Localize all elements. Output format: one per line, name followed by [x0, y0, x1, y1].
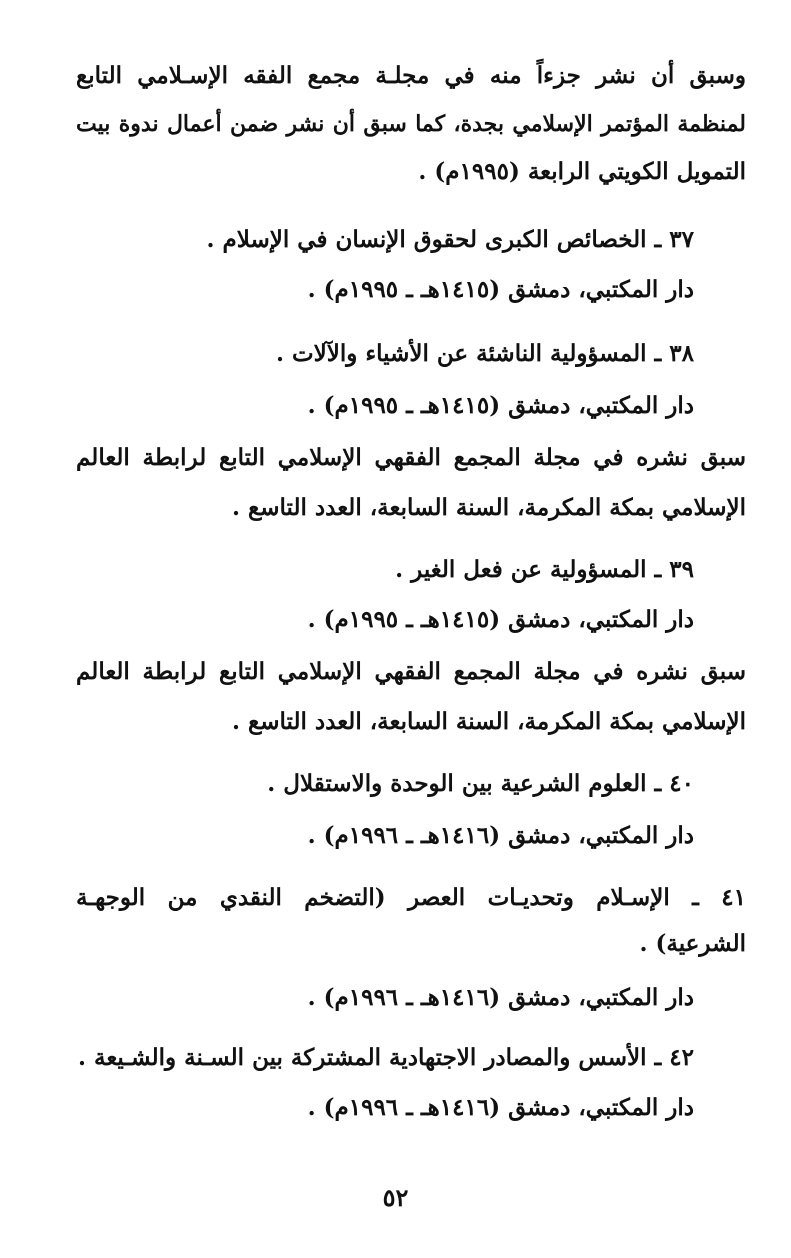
intro-line-3: التمويل الكويتي الرابعة (١٩٩٥م) . [418, 158, 746, 185]
item-41-publisher: دار المكتبي، دمشق (١٤١٦هـ ـ ١٩٩٦م) . [307, 984, 694, 1011]
item-42-publisher: دار المكتبي، دمشق (١٤١٦هـ ـ ١٩٩٦م) . [307, 1094, 694, 1121]
item-37-title: ٣٧ ـ الخصائص الكبرى لحقوق الإنسان في الإسلام . [206, 226, 694, 253]
item-38-publisher: دار المكتبي، دمشق (١٤١٥هـ ـ ١٩٩٥م) . [307, 392, 694, 419]
item-38-note-line-2: الإسلامي بمكة المكرمة، السنة السابعة، العدد التاسع . [232, 494, 746, 521]
item-39-title: ٣٩ ـ المسؤولية عن فعل الغير . [395, 556, 694, 583]
item-38-title: ٣٨ ـ المسؤولية الناشئة عن الأشياء والآلات . [275, 340, 694, 367]
item-39-note-line-1: سبق نشره في مجلة المجمع الفقهي الإسلامي التابع لرابطة العالم [76, 658, 746, 685]
item-40-title: ٤٠ ـ العلوم الشرعية بين الوحدة والاستقلال . [267, 770, 694, 797]
item-41-title: ٤١ ـ الإسـلام وتحديـات العصر (التضخم النقدي من الوجهـة [76, 884, 746, 911]
item-42-title: ٤٢ ـ الأسس والمصادر الاجتهادية المشتركة بين السـنة والشـيعة . [77, 1044, 694, 1071]
item-39-note-line-2: الإسلامي بمكة المكرمة، السنة السابعة، العدد التاسع . [232, 708, 746, 735]
intro-line-2: لمنظمة المؤتمر الإسلامي بجدة، كما سبق أن نشر ضمن أعمال ندوة بيت [76, 111, 746, 137]
page-number: ٥٢ [382, 1183, 409, 1212]
item-38-note-line-1: سبق نشره في مجلة المجمع الفقهي الإسلامي التابع لرابطة العالم [76, 444, 746, 471]
intro-line-1: وسبق أن نشر جزءاً منه في مجلـة مجمع الفقه الإسـلامي التابع [76, 62, 746, 89]
item-41-title-continued: الشرعية) . [639, 930, 746, 957]
item-39-publisher: دار المكتبي، دمشق (١٤١٥هـ ـ ١٩٩٥م) . [307, 606, 694, 633]
item-37-publisher: دار المكتبي، دمشق (١٤١٥هـ ـ ١٩٩٥م) . [307, 276, 694, 303]
item-40-publisher: دار المكتبي، دمشق (١٤١٦هـ ـ ١٩٩٦م) . [307, 822, 694, 849]
